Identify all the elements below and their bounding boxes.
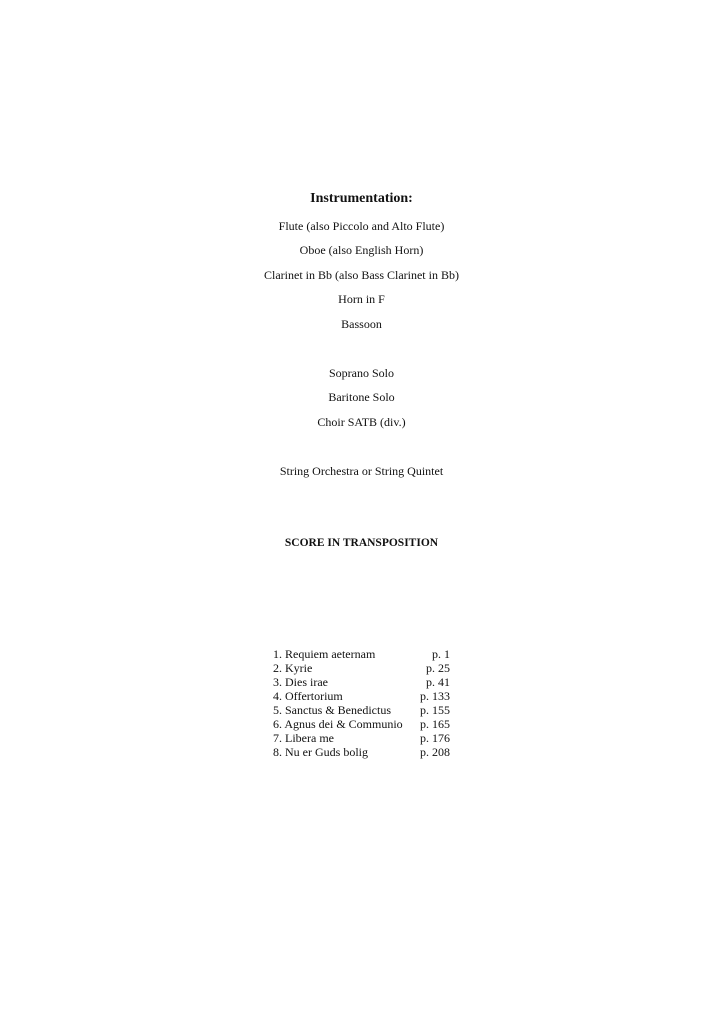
toc-row [273, 647, 450, 661]
toc-row [273, 745, 450, 759]
toc-page: p. 133 [420, 689, 450, 703]
instrument-line: Clarinet in Bb (also Bass Clarinet in Bb) [264, 268, 459, 282]
instrument-line: Bassoon [341, 317, 382, 331]
toc-row [273, 703, 450, 717]
toc-title: 2. Kyrie [273, 661, 313, 675]
toc-page: p. 25 [426, 661, 450, 675]
toc-page: p. 155 [420, 703, 450, 717]
toc-title: 5. Sanctus & Benedictus [273, 703, 391, 717]
toc-title: 3. Dies irae [273, 675, 328, 689]
instrumentation-heading: Instrumentation: [310, 191, 413, 206]
toc-page: p. 41 [426, 675, 450, 689]
instrument-line: Horn in F [338, 292, 385, 306]
voice-line: Soprano Solo [328, 366, 394, 380]
score-transposition-note: SCORE IN TRANSPOSITION [284, 537, 439, 549]
instrument-line: Oboe (also English Horn) [299, 243, 424, 257]
toc-page: p. 165 [420, 717, 450, 731]
toc-page: p. 1 [432, 647, 450, 661]
toc-title: 7. Libera me [273, 731, 334, 745]
table-of-contents [273, 647, 450, 759]
toc-title: 8. Nu er Guds bolig [273, 745, 368, 759]
toc-page: p. 176 [420, 731, 450, 745]
instrument-line: Flute (also Piccolo and Alto Flute) [278, 219, 445, 233]
toc-title: 1. Requiem aeternam [273, 647, 376, 661]
toc-row [273, 731, 450, 745]
toc-row [273, 675, 450, 689]
voice-line: Choir SATB (div.) [317, 415, 406, 429]
toc-row [273, 717, 450, 731]
toc-row [273, 689, 450, 703]
toc-page: p. 208 [420, 745, 450, 759]
voice-line: Baritone Solo [328, 390, 395, 404]
toc-row [273, 661, 450, 675]
toc-title: 4. Offertorium [273, 689, 343, 703]
strings-line: String Orchestra or String Quintet [279, 464, 444, 478]
toc-title: 6. Agnus dei & Communio [273, 717, 403, 731]
